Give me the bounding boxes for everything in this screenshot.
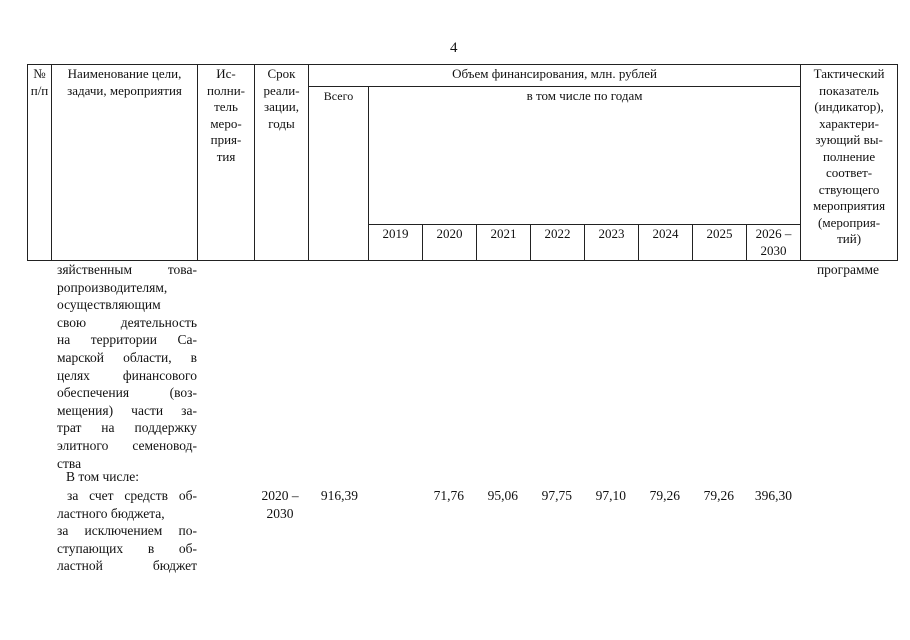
row-name-line: ступающих в об-	[57, 540, 197, 556]
name-line: осуществляющим	[57, 297, 161, 313]
year-2022: 2022	[531, 225, 585, 261]
row-value-2024: 79,26	[649, 488, 680, 503]
name-line: свою деятельность	[57, 314, 197, 330]
header-indicator: Тактический показатель (индикатор), характери- зующий вы- полнение соответ- ствующего мероприятия (мероприя- тий)	[801, 65, 898, 261]
year-2026-2030: 2026 – 2030	[747, 225, 801, 261]
name-line: обеспечения (воз-	[57, 385, 197, 401]
header-total: Всего	[309, 87, 369, 261]
header-table	[27, 64, 898, 261]
row-value-2020: 71,76	[433, 488, 464, 503]
row-name-line: за исключением по-	[57, 523, 197, 539]
row-name-line: ластного бюджета,	[57, 505, 165, 521]
row-value-2025: 79,26	[703, 488, 734, 503]
header-by-years: в том числе по годам	[369, 87, 801, 225]
name-line: зяйственным това-	[57, 262, 197, 277]
row-name	[57, 487, 197, 575]
name-line: целях финансового	[57, 367, 197, 383]
header-funding: Объем финансирования, млн. рублей	[309, 65, 801, 87]
row-name-line: ластной бюджет	[57, 558, 197, 574]
row-value-2023: 97,10	[595, 488, 626, 503]
page-number: 4	[450, 40, 458, 56]
name-line: ства	[57, 455, 82, 471]
name-line: элитного семеновод-	[57, 437, 197, 453]
row-value-2026-2030: 396,30	[754, 488, 792, 503]
row-value-2022: 97,75	[541, 488, 572, 503]
header-executor: Ис- полни- тель меро- прия- тия	[198, 65, 255, 261]
header-name: Наименование цели, задачи, мероприятия	[52, 65, 198, 261]
subheading-in-that-number: В том числе:	[66, 469, 139, 484]
header-num: № п/п	[28, 65, 52, 261]
name-line: ропроизводителям,	[57, 279, 168, 295]
name-line: на территории Са-	[57, 332, 197, 348]
row-value-2021: 95,06	[487, 488, 518, 503]
name-line: мещения) части за-	[57, 402, 197, 418]
year-2023: 2023	[585, 225, 639, 261]
header-term: Срок реали- зации, годы	[255, 65, 309, 261]
row-total: 916,39	[320, 488, 358, 503]
year-2019: 2019	[369, 225, 423, 261]
year-2020: 2020	[423, 225, 477, 261]
name-line: трат на поддержку	[57, 420, 197, 436]
name-line: марской области, в	[57, 349, 197, 365]
year-2021: 2021	[477, 225, 531, 261]
row-term: 2020 – 2030	[261, 488, 299, 521]
measure-name-continued	[57, 261, 197, 472]
year-2024: 2024	[639, 225, 693, 261]
row-name-line: за счет средств об-	[67, 488, 197, 503]
year-2025: 2025	[693, 225, 747, 261]
indicator-continued: программе	[816, 262, 880, 277]
